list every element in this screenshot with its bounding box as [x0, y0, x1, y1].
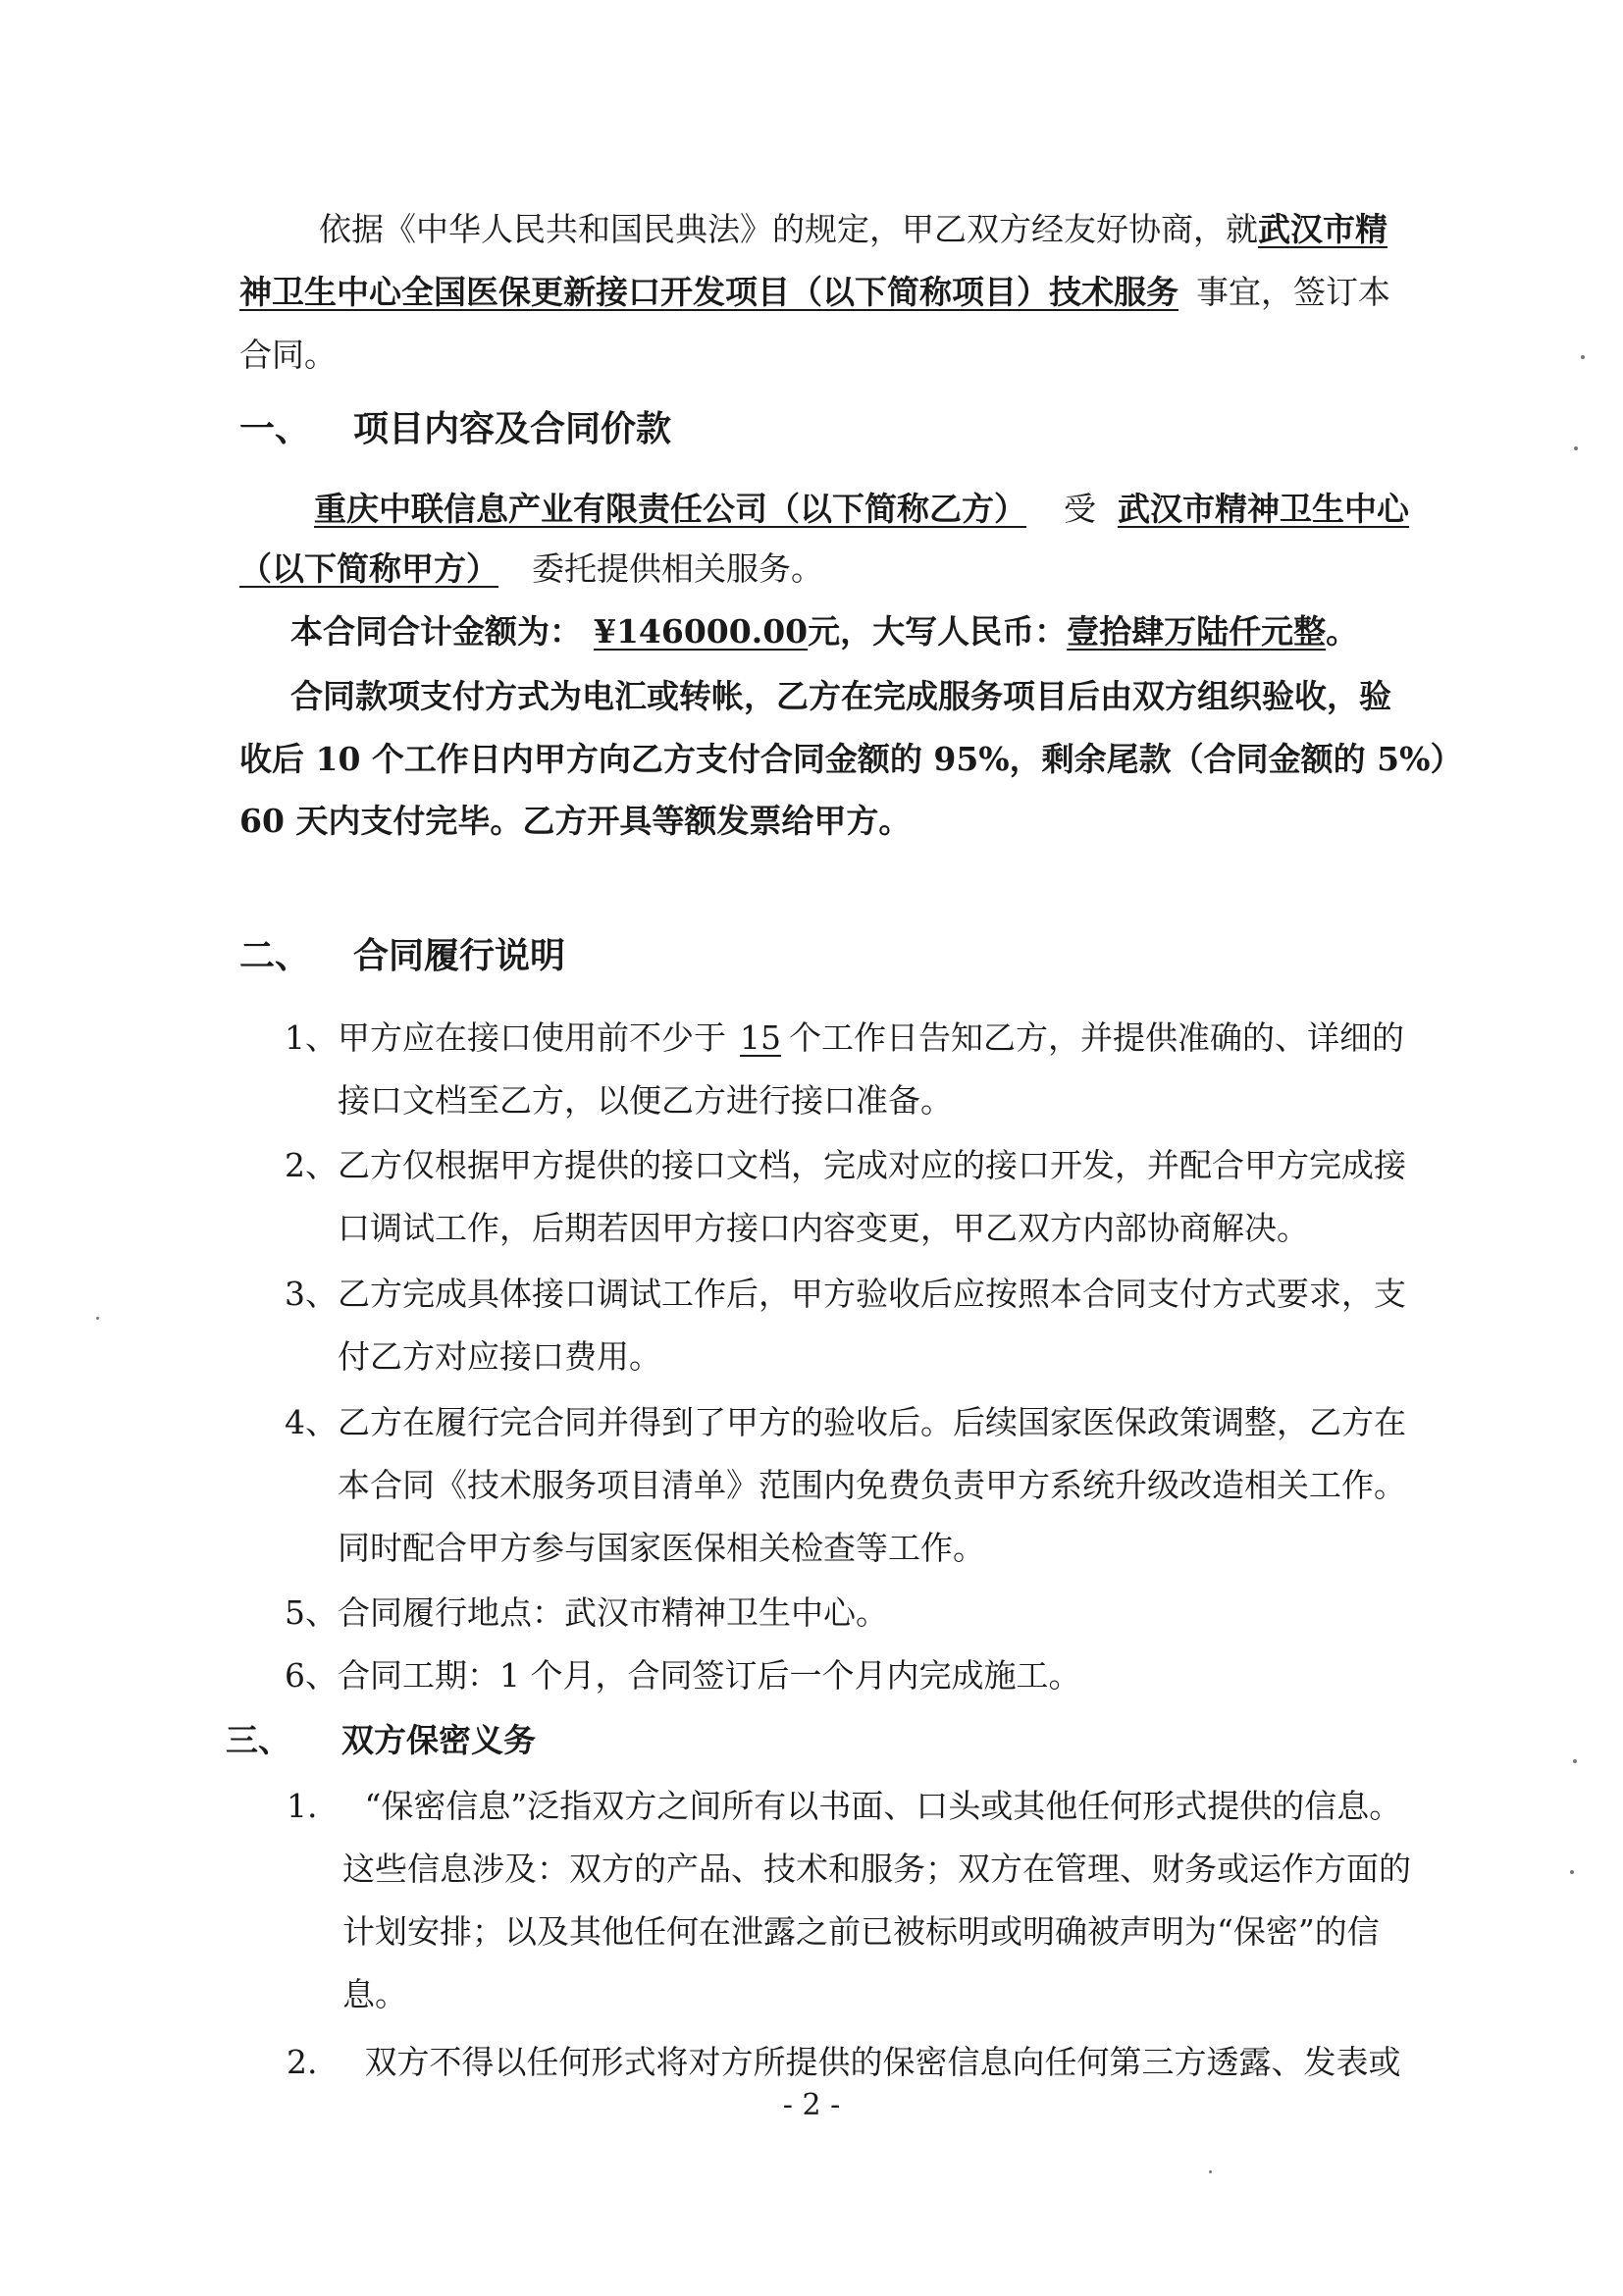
section-2-heading	[239, 935, 565, 978]
section-1-parties-line-1: 重庆中联信息产业有限责任公司（以下简称乙方） 受 武汉市精神卫生中心	[314, 490, 1409, 528]
scan-speck	[96, 1317, 99, 1320]
payment-line-1: 合同款项支付方式为电汇或转帐，乙方在完成服务项目后由双方组织验收，验	[290, 677, 1391, 715]
section-1-title: 项目内容及合同价款	[353, 409, 672, 449]
intro-project-name-cont: 神卫生中心全国医保更新接口开发项目（以下简称项目）技术服务	[239, 273, 1178, 311]
scan-speck	[1209, 2170, 1212, 2173]
section-1-heading	[239, 408, 671, 451]
section-3-heading	[226, 1719, 536, 1762]
clause-2-6: 6、合同工期：1 个月，合同签订后一个月内完成施工。	[285, 1656, 1081, 1695]
contract-amount-value: ¥146000.00	[594, 612, 809, 651]
clause-3-1-number: 1.	[287, 1787, 318, 1825]
section-3-number: 三、	[226, 1721, 290, 1759]
party-b-name: 重庆中联信息产业有限责任公司（以下简称乙方）	[314, 490, 1026, 528]
clause-2-1-line-1: 1、甲方应在接口使用前不少于 15 个工作日告知乙方，并提供准确的、详细的	[285, 1018, 1404, 1057]
contract-amount-line: 本合同合计金额为： ¥146000.00元，大写人民币：壹拾肆万陆仟元整。	[290, 612, 1359, 651]
clause-2-5: 5、合同履行地点：武汉市精神卫生中心。	[285, 1593, 888, 1632]
clause-2-3-line-2: 付乙方对应接口费用。	[338, 1337, 661, 1376]
payment-line-2: 收后 10 个工作日内甲方向乙方支付合同金额的 95%，剩余尾款（合同金额的 5%）	[239, 740, 1463, 778]
notice-days-value: 15	[740, 1018, 781, 1057]
clause-2-4-line-1: 4、乙方在履行完合同并得到了甲方的验收后。后续国家医保政策调整，乙方在	[285, 1403, 1406, 1441]
clause-2-4-line-3: 同时配合甲方参与国家医保相关检查等工作。	[338, 1529, 985, 1567]
scan-speck	[1581, 355, 1585, 359]
clause-3-1-line-1: 1. “保密信息”泛指双方之间所有以书面、口头或其他任何形式提供的信息。	[287, 1787, 1402, 1825]
clause-2-2-line-1: 2、乙方仅根据甲方提供的接口文档，完成对应的接口开发，并配合甲方完成接	[285, 1146, 1406, 1184]
scan-speck	[1570, 1870, 1574, 1874]
clause-3-1-line-4: 息。	[342, 1975, 407, 2013]
clause-3-2-number: 2.	[287, 2043, 318, 2081]
clause-3-1-line-2: 这些信息涉及：双方的产品、技术和服务；双方在管理、财务或运作方面的	[342, 1850, 1411, 1888]
contract-amount-words: 壹拾肆万陆仟元整	[1067, 612, 1327, 651]
scan-speck	[1573, 1759, 1577, 1763]
clause-3-2-line-1: 2. 双方不得以任何形式将对方所提供的保密信息向任何第三方透露、发表或	[287, 2043, 1401, 2081]
clause-2-1-line-2: 接口文档至乙方，以便乙方进行接口准备。	[338, 1081, 953, 1120]
section-1-parties-line-2: （以下简称甲方） 委托提供相关服务。	[239, 549, 823, 588]
section-1-number: 一、	[239, 409, 311, 449]
clause-2-4-line-2: 本合同《技术服务项目清单》范围内免费负责甲方系统升级改造相关工作。	[338, 1466, 1406, 1504]
party-a-alias: （以下简称甲方）	[239, 549, 498, 588]
section-2-number: 二、	[239, 936, 311, 976]
payment-line-3: 60 天内支付完毕。乙方开具等额发票给甲方。	[239, 802, 912, 840]
section-3-title: 双方保密义务	[341, 1721, 536, 1759]
intro-text: 依据《中华人民共和国民典法》的规定，甲乙双方经友好协商，就	[319, 210, 1258, 248]
intro-text-cont: 事宜，签订本	[1196, 273, 1390, 311]
intro-line-2	[239, 271, 1390, 314]
clause-2-3-line-1: 3、乙方完成具体接口调试工作后，甲方验收后应按照本合同支付方式要求，支	[285, 1275, 1406, 1313]
clause-3-1-line-3: 计划安排；以及其他任何在泄露之前已被标明或明确被声明为“保密”的信	[342, 1912, 1380, 1951]
intro-line-1	[319, 208, 1387, 251]
section-2-title: 合同履行说明	[353, 936, 566, 976]
clause-2-2-line-2: 口调试工作，后期若因甲方接口内容变更，甲乙双方内部协商解决。	[338, 1209, 1309, 1247]
intro-project-name: 武汉市精	[1258, 210, 1387, 248]
scan-speck	[1574, 446, 1578, 450]
intro-line-3: 合同。	[239, 336, 337, 374]
page-number: - 2 -	[782, 2088, 841, 2122]
party-a-name: 武汉市精神卫生中心	[1118, 490, 1409, 528]
